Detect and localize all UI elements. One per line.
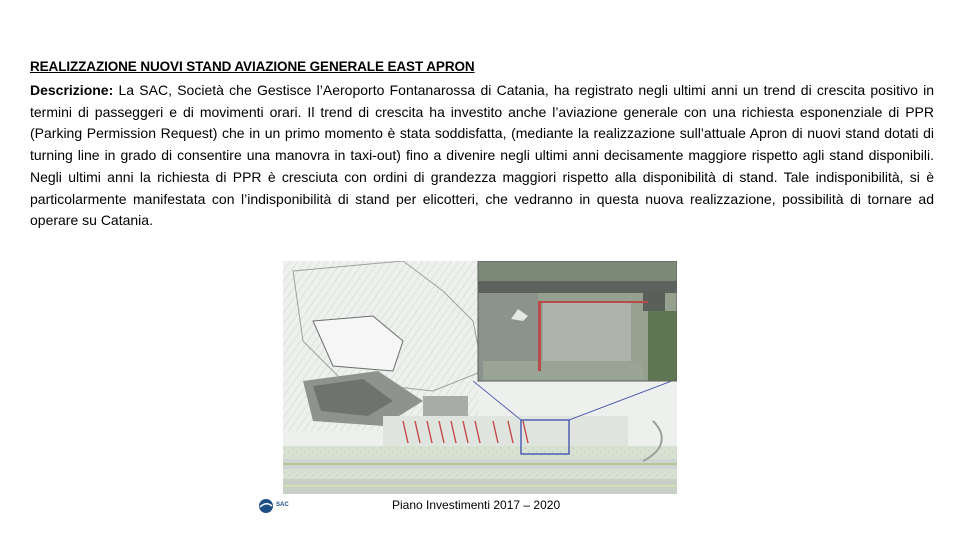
aerial-photo-inset <box>478 261 677 381</box>
airport-plan-image <box>283 261 677 494</box>
airport-plan-drawing <box>283 261 677 494</box>
sac-logo-text: SAC <box>276 502 289 508</box>
slide-title: REALIZZAZIONE NUOVI STAND AVIAZIONE GENERALE EAST APRON <box>30 59 475 74</box>
description-label: Descrizione: <box>30 82 114 98</box>
footer-caption: Piano Investimenti 2017 – 2020 <box>392 498 561 512</box>
description-paragraph <box>30 80 934 232</box>
description-text: La SAC, Società che Gestisce l’Aeroporto Fontanarossa di Catania, ha registrato negli ultimi anni un trend di crescita positivo in termini di passeggeri e di movimenti orari. Il trend di crescita ha investito anche l’aviazione generale con una richiesta esponenziale di PPR (Parking Permission Request) che in un primo momento è stata soddisfatta, (mediante la realizzazione sull’attuale Apron di nuovi stand dotati di turning line in grado di consentire una manovra in taxi-out) fino a divenire negli ultimi anni decisamente maggiore rispetto agli stand disponibili. Negli ultimi anni la richiesta di PPR è cresciuta con ordini di grandezza maggiori rispetto alla disponibilità di stand. Tale indisponibilità, si è particolarmente manifestata con l’indisponibilità di stand per elicotteri, che vedranno in questa nuova realizzazione, possibilità di tornare ad operare su Catania. <box>30 82 934 229</box>
